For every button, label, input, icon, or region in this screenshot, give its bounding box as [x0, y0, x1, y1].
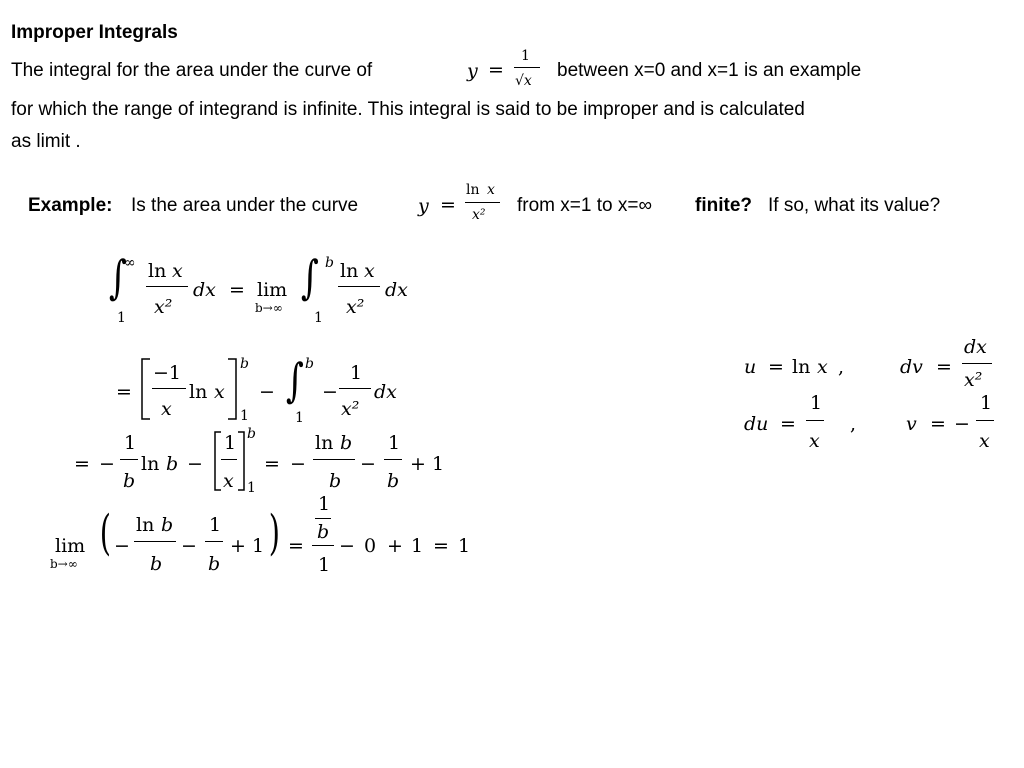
eq2-right-bracket	[226, 358, 238, 420]
eq2-ln: ln	[189, 381, 208, 403]
sub-du-eq: =	[780, 413, 796, 435]
example-y: y	[418, 195, 429, 217]
eq3-frac3-num: 1	[388, 432, 401, 454]
sub-v-bar	[976, 420, 994, 421]
eq1-frac-bar-2	[338, 286, 380, 287]
intro-y: y	[467, 60, 478, 82]
intro-text-line2: for which the range of integrand is infinite. This integral is said to be improper and is calculated	[11, 99, 805, 120]
sub-dv-bar	[962, 363, 992, 364]
eq1-integral-sign: ∫	[108, 250, 127, 304]
eq2-frac-num: −1	[153, 362, 182, 384]
eq4-left-paren: (	[99, 505, 111, 561]
eq1-frac-bar	[146, 286, 188, 287]
eq4-zero: 0	[364, 535, 377, 557]
eq1-dx: dx	[193, 279, 216, 301]
eq3-frac3-bar	[384, 459, 402, 460]
eq4-compound-den: 1	[318, 554, 331, 576]
eq3-minus-3: −	[290, 453, 306, 475]
sub-u: u	[744, 356, 757, 378]
sub-u-ln: ln	[792, 356, 811, 378]
eq4-compound-main-bar	[312, 545, 334, 546]
eq2-int-lower: 1	[295, 410, 304, 426]
eq2-int-dx: dx	[374, 381, 397, 403]
eq3-left-bracket	[213, 431, 223, 491]
example-text-part1: Is the area under the curve	[131, 195, 359, 216]
sub-dv: dv	[900, 356, 923, 378]
eq3-frac-den: b	[123, 470, 136, 492]
eq4-eq-2: =	[433, 535, 449, 557]
intro-text-part2: between x=0 and x=1 is an example	[557, 60, 862, 81]
eq3-bracket-num: 1	[224, 432, 237, 454]
sub-v-den: x	[979, 430, 990, 452]
eq2-lower-limit: 1	[240, 408, 249, 424]
eq3-plus1: + 1	[410, 453, 445, 475]
eq4-frac2-den: b	[208, 553, 221, 575]
sub-dv-eq: =	[936, 356, 952, 378]
sub-du-den: x	[809, 430, 820, 452]
eq4-eq: =	[288, 535, 304, 557]
eq3-minus-4: −	[360, 453, 376, 475]
example-frac-num-x: x	[487, 182, 495, 198]
eq3-frac-bar	[120, 459, 138, 460]
eq1-upper-limit-2: b	[325, 255, 334, 271]
eq3-frac2-bar	[313, 459, 355, 460]
sub-dv-den: x²	[964, 369, 983, 391]
eq4-frac-den: b	[150, 553, 163, 575]
intro-text-part1: The integral for the area under the curve of	[11, 60, 373, 81]
eq2-frac-bar	[152, 388, 186, 389]
eq1-dx-2: dx	[385, 279, 408, 301]
eq4-minus-2: −	[181, 535, 197, 557]
eq3-right-bracket	[236, 431, 246, 491]
eq3-bracket-bar	[221, 459, 237, 460]
sub-u-x: x	[817, 356, 828, 378]
eq4-plus: +	[387, 535, 403, 557]
sub-du: du	[744, 413, 769, 435]
example-frac-bar	[465, 202, 500, 203]
eq4-plus1: + 1	[230, 535, 265, 557]
eq4-frac-bar	[134, 541, 176, 542]
eq4-frac2-num: 1	[209, 514, 222, 536]
eq1-lim-sub: b→∞	[255, 301, 283, 315]
eq1-integral-sign-2: ∫	[300, 250, 319, 304]
sub-v: v	[906, 413, 917, 435]
example-frac-num-ln: ln	[466, 182, 480, 198]
sub-v-minus: −	[954, 413, 970, 435]
eq1-den-2: x²	[346, 296, 365, 318]
eq3-eq-2: =	[264, 453, 280, 475]
example-finite: finite?	[695, 195, 752, 216]
eq4-frac-num-b: b	[161, 514, 174, 536]
eq3-minus-2: −	[187, 453, 203, 475]
eq3-lower-limit: 1	[247, 480, 256, 496]
eq4-frac-num-ln: ln	[136, 514, 155, 536]
sub-v-num: 1	[980, 392, 993, 414]
eq1-num-ln-2: ln	[340, 260, 359, 282]
eq4-result: 1	[458, 535, 471, 557]
sub-du-comma: ,	[850, 413, 857, 435]
eq4-one: 1	[411, 535, 424, 557]
example-label: Example:	[28, 195, 113, 216]
eq2-left-bracket	[140, 358, 152, 420]
eq2-eq: =	[116, 381, 132, 403]
eq3-frac3-den: b	[387, 470, 400, 492]
eq2-int-frac-num: 1	[350, 362, 363, 384]
eq3-frac2-den: b	[329, 470, 342, 492]
eq1-eq: =	[229, 279, 245, 301]
eq4-compound-top-num: 1	[318, 493, 331, 515]
intro-frac-bar	[514, 67, 540, 68]
eq3-frac-num: 1	[124, 432, 137, 454]
intro-frac-den: √x	[515, 73, 532, 89]
eq3-frac2-num-b: b	[340, 432, 353, 454]
eq3-b: b	[166, 453, 179, 475]
sub-u-comma: ,	[838, 356, 845, 378]
eq1-num-ln: ln	[148, 260, 167, 282]
eq4-frac2-bar	[205, 541, 223, 542]
eq4-lim-sub: b→∞	[50, 557, 78, 571]
eq2-int-upper: b	[305, 356, 314, 372]
page-title: Improper Integrals	[11, 22, 178, 43]
example-frac-den: x²	[472, 207, 486, 223]
example-text-part2: from x=1 to x=∞	[517, 195, 652, 216]
eq4-compound-top-bar	[315, 518, 331, 519]
eq1-lower-limit: 1	[117, 310, 126, 326]
eq3-minus: −	[99, 453, 115, 475]
eq2-int-minus: −	[322, 381, 338, 403]
example-text-part3: If so, what its value?	[768, 195, 941, 216]
eq4-minus-3: −	[339, 535, 355, 557]
eq4-right-paren: )	[268, 505, 280, 561]
eq2-int-frac-bar	[339, 388, 371, 389]
eq2-x: x	[214, 381, 225, 403]
eq2-minus: −	[259, 381, 275, 403]
sub-du-bar	[806, 420, 824, 421]
eq2-frac-den: x	[161, 398, 172, 420]
eq4-minus: −	[114, 535, 130, 557]
eq1-num-x: x	[172, 260, 183, 282]
eq1-lim: lim	[257, 279, 288, 301]
eq1-den: x²	[154, 296, 173, 318]
eq1-lower-limit-2: 1	[314, 310, 323, 326]
eq2-integral-sign: ∫	[285, 353, 304, 407]
eq4-compound-top-den: b	[317, 521, 330, 543]
intro-frac-num: 1	[521, 48, 530, 64]
eq4-lim: lim	[55, 535, 86, 557]
sub-u-eq: =	[768, 356, 784, 378]
eq3-bracket-den: x	[223, 470, 234, 492]
example-eq: =	[440, 194, 456, 216]
eq3-frac2-num-ln: ln	[315, 432, 334, 454]
eq3-upper-limit: b	[247, 426, 256, 442]
eq2-upper-limit: b	[240, 356, 249, 372]
sub-du-num: 1	[810, 392, 823, 414]
intro-text-line3: as limit .	[11, 131, 81, 152]
eq1-num-x-2: x	[364, 260, 375, 282]
eq1-upper-limit: ∞	[124, 255, 136, 271]
eq2-int-frac-den: x²	[341, 398, 360, 420]
sub-dv-num: dx	[964, 336, 987, 358]
sub-v-eq: =	[930, 413, 946, 435]
eq3-eq: =	[74, 453, 90, 475]
intro-eq: =	[488, 59, 504, 81]
eq3-ln: ln	[141, 453, 160, 475]
